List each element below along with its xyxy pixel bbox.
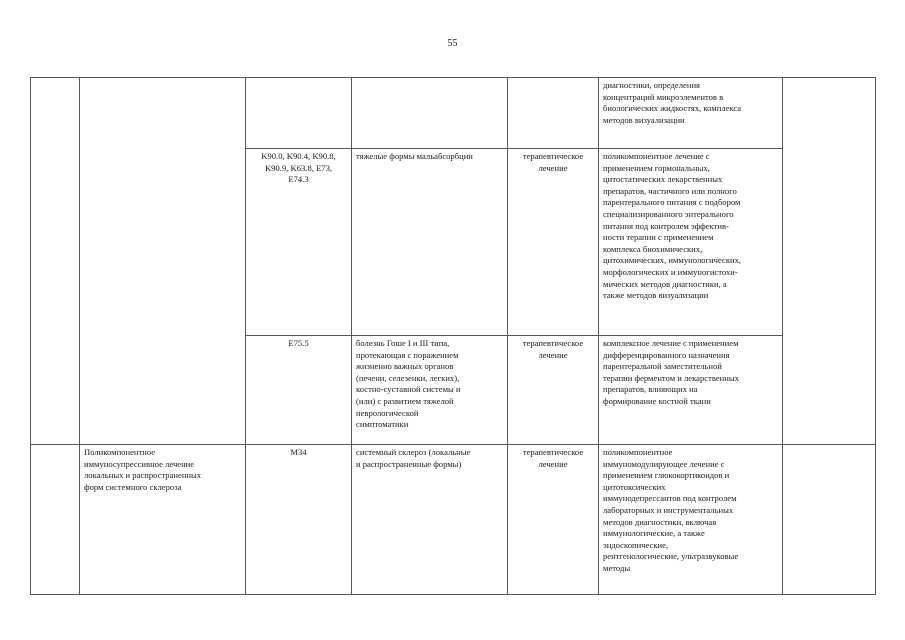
codes-cell <box>246 336 352 445</box>
care-name-cell <box>80 445 246 595</box>
disease-cell <box>352 78 508 149</box>
row-number-cell <box>31 445 80 595</box>
table-row <box>31 78 876 149</box>
treatment-method-cell <box>599 78 783 149</box>
codes-text: K90.0, K90.4, K90.8, K90.9, K63.8, E73, E74.3 <box>261 151 336 185</box>
cost-cell <box>783 445 876 595</box>
treatment-type-text: терапевтическое лечение <box>522 338 584 360</box>
treatment-type-cell <box>508 336 599 445</box>
codes-text: E75.5 <box>288 338 309 348</box>
cost-cell <box>783 78 876 445</box>
treatment-type-cell <box>508 78 599 149</box>
disease-cell <box>352 149 508 336</box>
codes-cell <box>246 78 352 149</box>
treatment-type-cell <box>508 149 599 336</box>
row-number-cell <box>31 78 80 445</box>
disease-cell <box>352 445 508 595</box>
treatment-method-cell <box>599 445 783 595</box>
treatment-type-cell <box>508 445 599 595</box>
care-name-text: Поликомпонентное иммуносупрессивное лечение локальных и распространенных форм системного склероза <box>84 447 202 492</box>
treatment-type-text: терапевтическое лечение <box>522 447 584 469</box>
medical-care-table <box>30 77 876 595</box>
disease-text: системный склероз (локальные и распространенные формы) <box>356 447 471 469</box>
codes-cell <box>246 445 352 595</box>
treatment-method-text: диагностики, определения концентраций микроэлементов в биологических жидкостях, комплекса методов визуализации <box>603 80 742 125</box>
treatment-method-cell <box>599 336 783 445</box>
disease-text: болезнь Гоше I и III типа, протекающая с поражением жизненно важных органов (печени, селезенки, легких), костно-суставной системы и (или) с развитием тяжелой неврологической симптоматики <box>356 338 461 430</box>
codes-cell <box>246 149 352 336</box>
disease-text: тяжелые формы мальабсорбции <box>356 151 473 161</box>
disease-cell <box>352 336 508 445</box>
treatment-method-cell <box>599 149 783 336</box>
treatment-method-text: поликомпонентное лечение с применением гормональных, цитостатических лекарственных препаратов, частичного или полного парентерального питания с подбором специализированного энтерального питания под контролем эффектив- ности терапии с применением комплекса биохимических, цитохимических, иммунологических, морфологических и иммуногистохи- мических методов диагностики, а также методов визуализации <box>603 151 742 301</box>
table-row <box>31 445 876 595</box>
care-name-cell <box>80 78 246 445</box>
treatment-method-text: комплексное лечение с применением дифференцированного назначения парентеральной заместительной терапии ферментом и лекарственных препаратов, влияющих на формирование костной ткани <box>603 338 739 406</box>
treatment-type-text: терапевтическое лечение <box>522 151 584 173</box>
page-number: 55 <box>447 38 458 49</box>
treatment-method-text: поликомпонентное иммуномодулирующее лечение с применением глюкокортикоидов и цитотоксических иммунодепрессантов под контролем лабораторных и инструментальных методов диагностики, включая иммунологические, а также эндоскопические, рентгенологические, ультразвуковые методы <box>603 447 739 573</box>
codes-text: M34 <box>290 447 307 457</box>
